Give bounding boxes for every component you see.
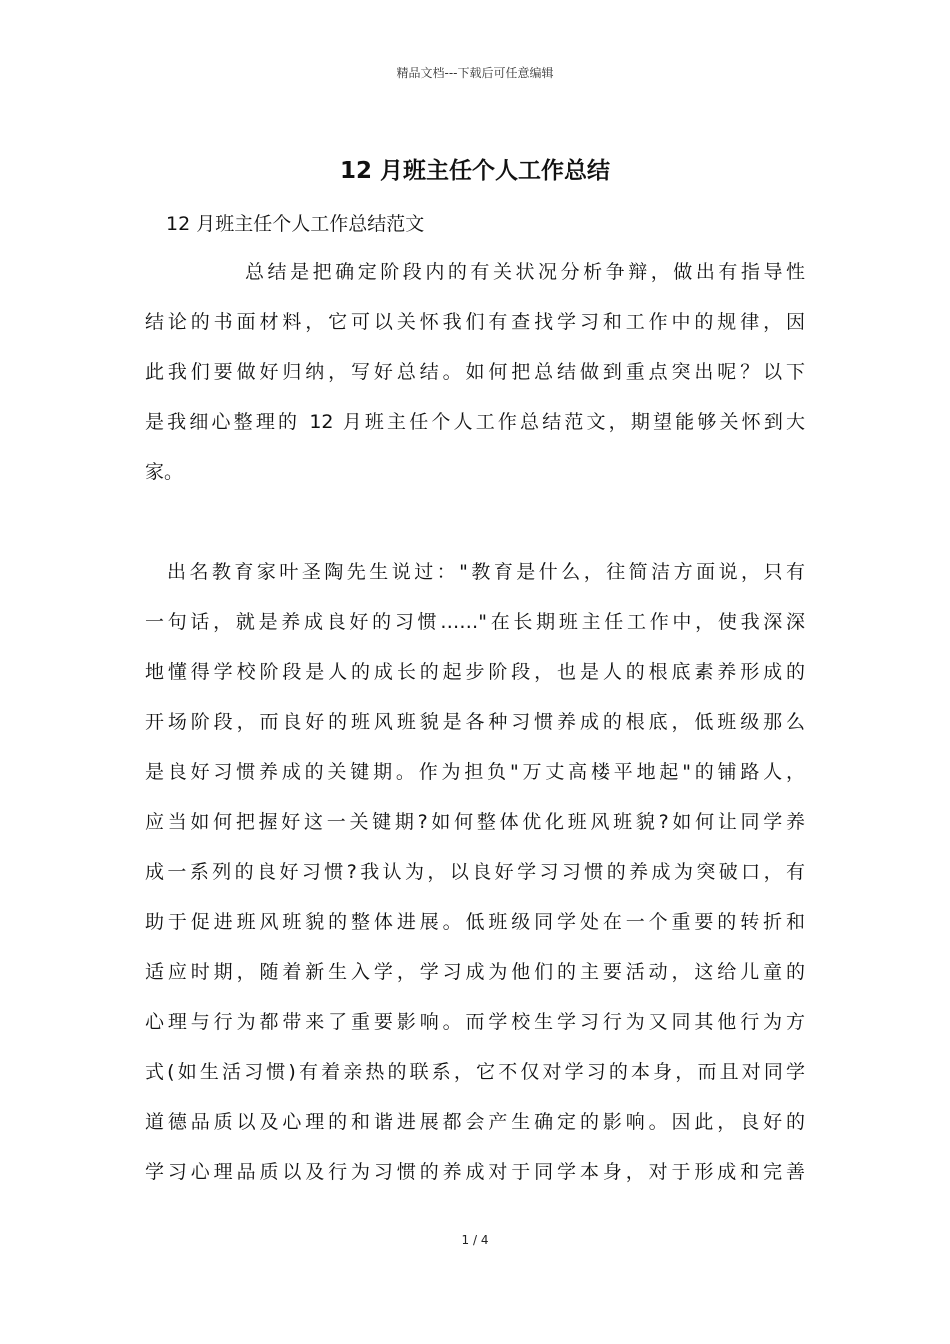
paragraph-line: 一句话，就是养成良好的习惯……"在长期班主任工作中，使我深深 (145, 611, 805, 633)
paragraph-line: 学习心理品质以及行为习惯的养成对于同学本身，对于形成和完善 (145, 1161, 805, 1183)
page-header: 精品文档---下载后可任意编辑 (396, 66, 554, 80)
paragraph-line: 此我们要做好归纳，写好总结。如何把总结做到重点突出呢？以下 (145, 361, 805, 383)
paragraph-line: 道德品质以及心理的和谐进展都会产生确定的影响。因此，良好的 (145, 1111, 805, 1133)
paragraph-line: 成一系列的良好习惯?我认为，以良好学习习惯的养成为突破口，有 (145, 861, 805, 883)
document-title: 12 月班主任个人工作总结 (339, 158, 610, 184)
document-subtitle: 12 月班主任个人工作总结范文 (166, 213, 425, 235)
paragraph-line: 应当如何把握好这一关键期?如何整体优化班风班貌?如何让同学养 (145, 811, 805, 833)
paragraph-line: 是我细心整理的 12 月班主任个人工作总结范文，期望能够关怀到大 (145, 411, 805, 433)
paragraph-line: 总结是把确定阶段内的有关状况分析争辩，做出有指导性 (245, 261, 805, 283)
paragraph-line: 是良好习惯养成的关键期。作为担负"万丈高楼平地起"的铺路人， (145, 761, 805, 783)
paragraph-line: 地懂得学校阶段是人的成长的起步阶段，也是人的根底素养形成的 (145, 661, 805, 683)
paragraph-line: 适应时期，随着新生入学，学习成为他们的主要活动，这给儿童的 (145, 961, 805, 983)
paragraph-line: 助于促进班风班貌的整体进展。低班级同学处在一个重要的转折和 (145, 911, 805, 933)
paragraph-line: 心理与行为都带来了重要影响。而学校生学习行为又同其他行为方 (145, 1011, 805, 1033)
paragraph-line: 开场阶段，而良好的班风班貌是各种习惯养成的根底，低班级那么 (145, 711, 805, 733)
paragraph-line: 结论的书面材料，它可以关怀我们有查找学习和工作中的规律，因 (145, 311, 805, 333)
page-indicator: 1 / 4 (461, 1233, 489, 1247)
paragraph-line: 出名教育家叶圣陶先生说过："教育是什么，往简洁方面说，只有 (167, 561, 805, 583)
paragraph-line: 式(如生活习惯)有着亲热的联系，它不仅对学习的本身，而且对同学 (145, 1061, 805, 1083)
paragraph-line: 家。 (145, 461, 184, 483)
